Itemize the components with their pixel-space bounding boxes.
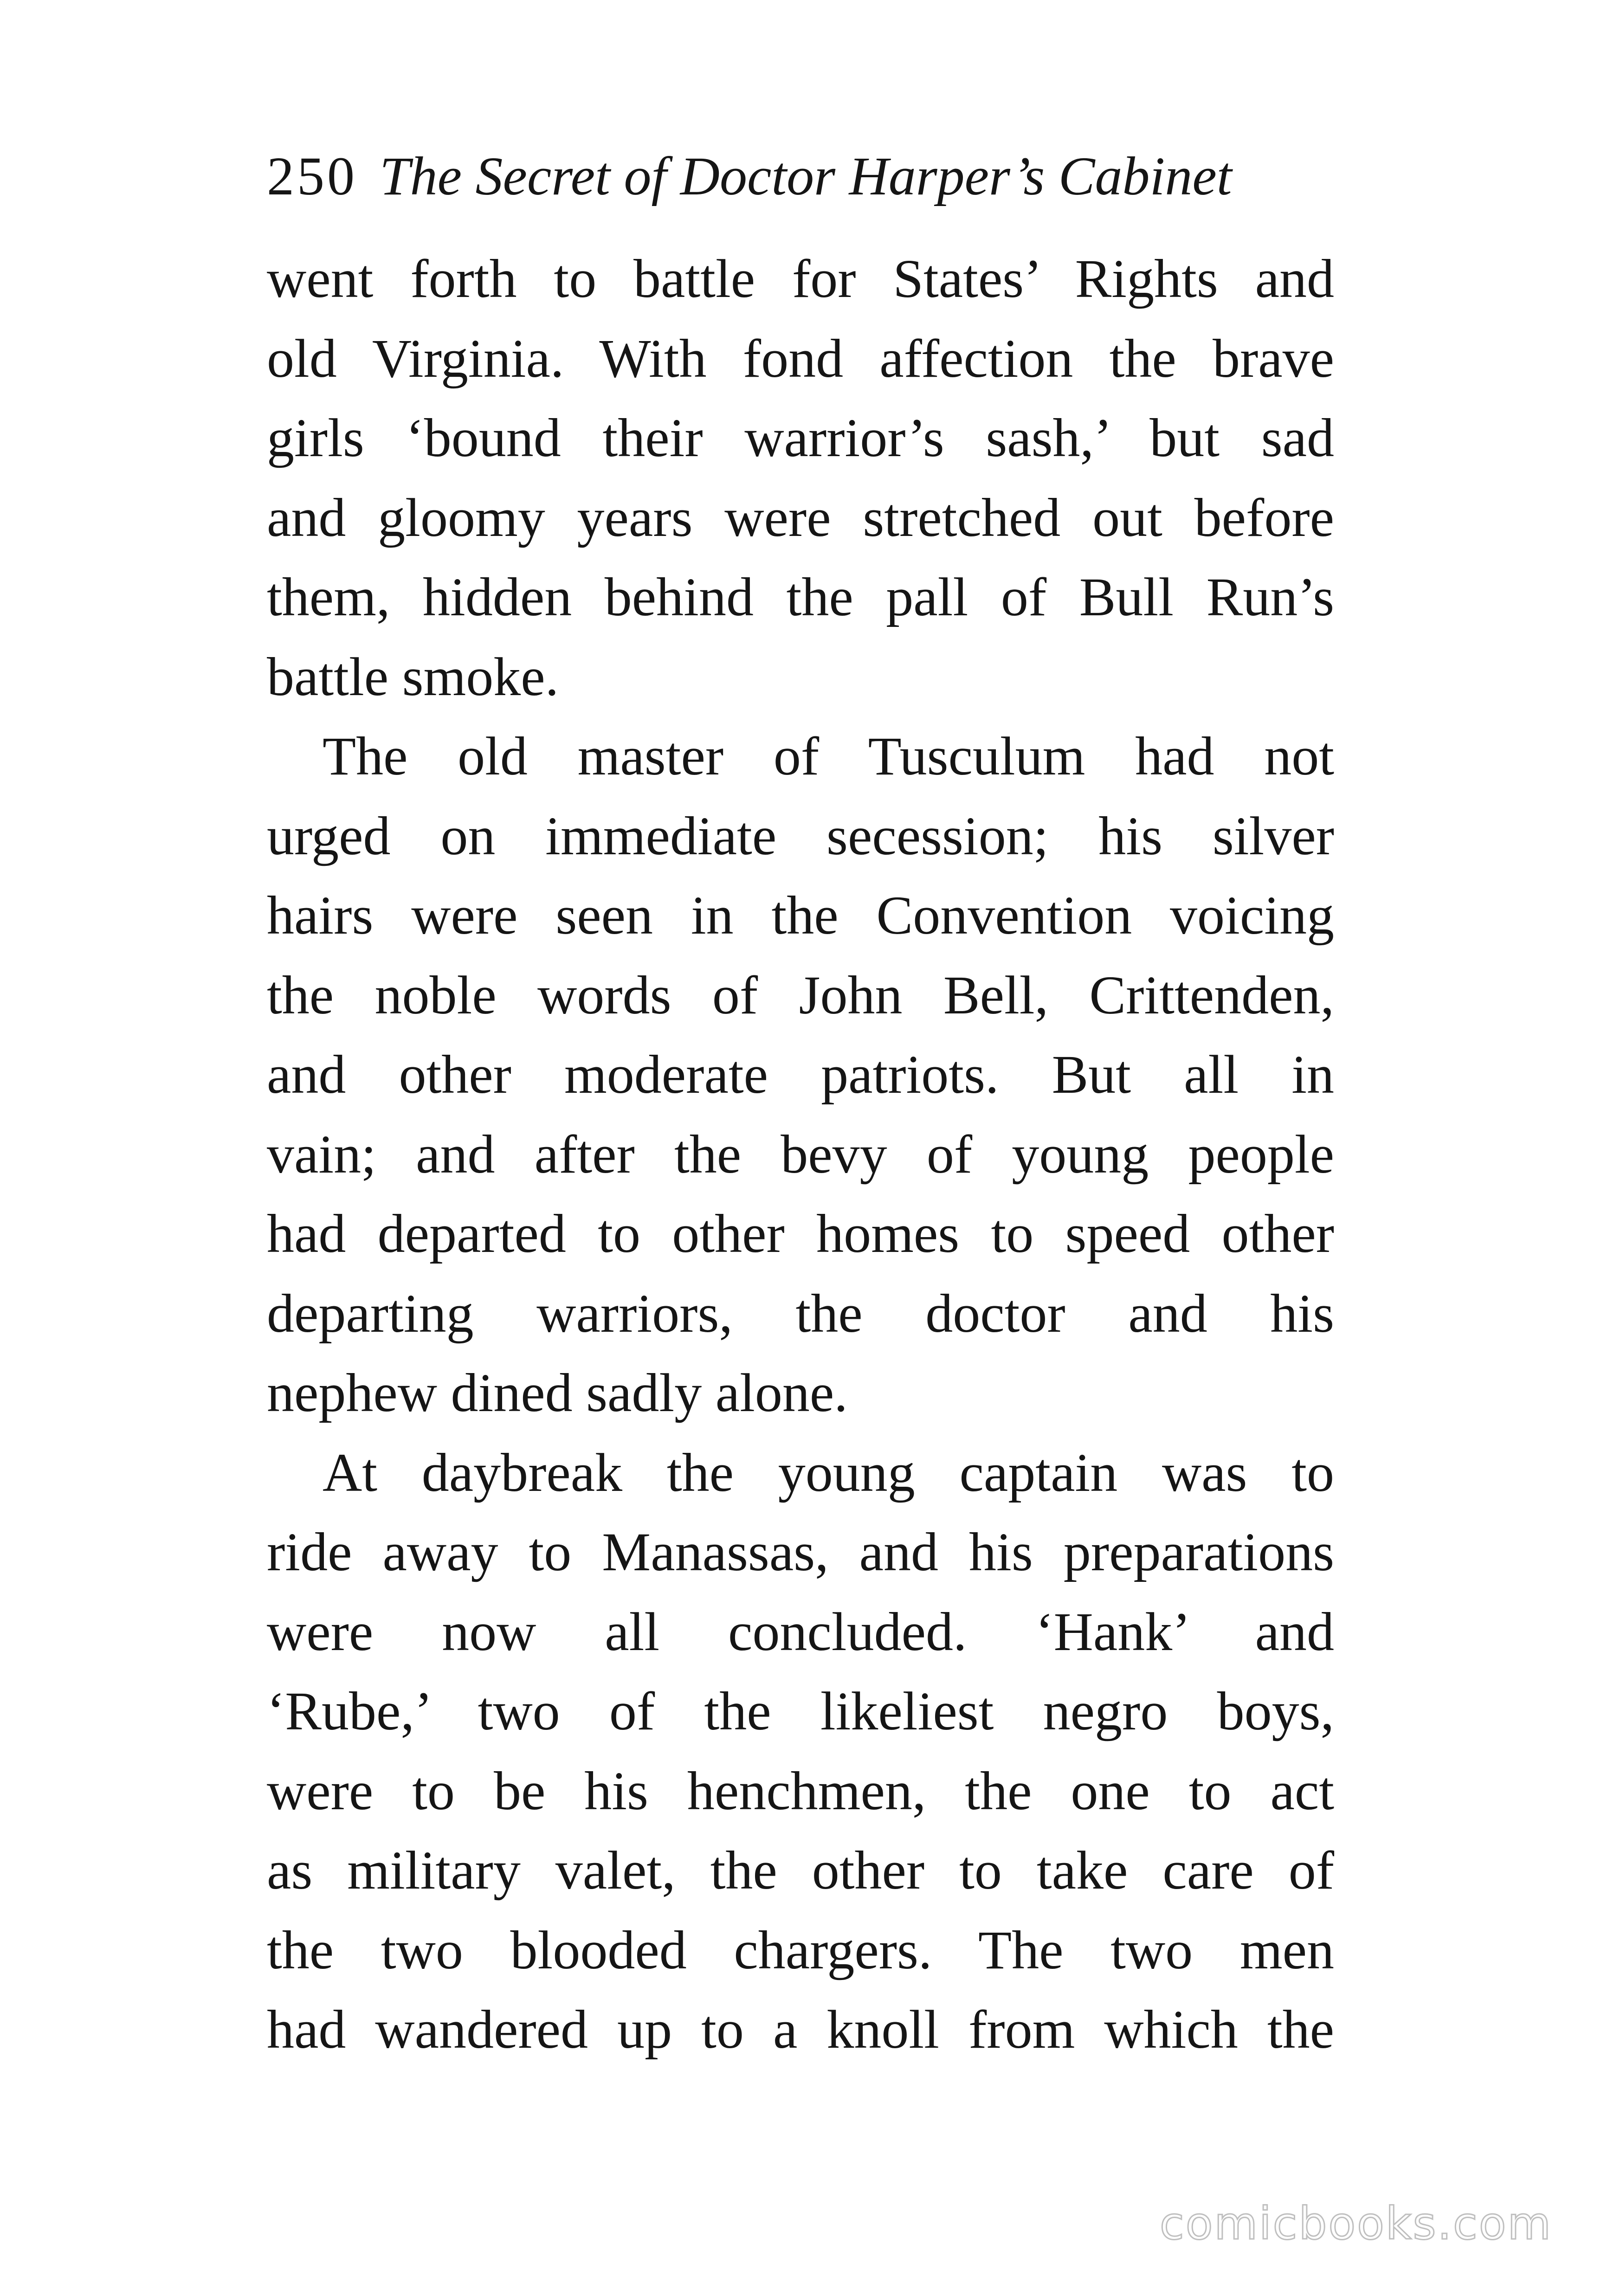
text-line: had departed to other homes to speed other <box>267 1203 1334 1264</box>
text-line: as military valet, the other to take care of <box>267 1840 1334 1901</box>
text-line: and gloomy years were stretched out before <box>267 487 1334 548</box>
text-line: girls ‘bound their warrior’s sash,’ but sad <box>267 407 1334 468</box>
text-line: them, hidden behind the pall of Bull Run’s <box>267 567 1334 627</box>
text-line: were now all concluded. ‘Hank’ and <box>267 1601 1334 1662</box>
body-text <box>267 239 1334 2070</box>
text-line: the two blooded chargers. The two men <box>267 1919 1334 1980</box>
text-line: had wandered up to a knoll from which the <box>267 1999 1334 2060</box>
running-head <box>267 139 1334 213</box>
text-line: were to be his henchmen, the one to act <box>267 1760 1334 1821</box>
text-line: nephew dined sadly alone. <box>267 1362 848 1423</box>
text-line: and other moderate patriots. But all in <box>267 1044 1334 1105</box>
text-line: hairs were seen in the Convention voicing <box>267 885 1334 946</box>
text-line: ride away to Manassas, and his preparations <box>267 1522 1334 1582</box>
text-line: ‘Rube,’ two of the likeliest negro boys, <box>267 1681 1334 1741</box>
text-line: went forth to battle for States’ Rights and <box>267 248 1334 309</box>
watermark: comicbooks.com <box>1159 2198 1552 2250</box>
text-line: old Virginia. With fond affection the brave <box>267 328 1334 389</box>
text-line: departing warriors, the doctor and his <box>267 1283 1334 1344</box>
running-title: The Secret of Doctor Harper’s Cabinet <box>380 146 1232 206</box>
text-line: vain; and after the bevy of young people <box>267 1123 1334 1185</box>
text-line: The old master of Tusculum had not <box>323 726 1334 787</box>
text-line: the noble words of John Bell, Crittenden, <box>267 964 1334 1025</box>
text-line: At daybreak the young captain was to <box>323 1442 1334 1503</box>
page-number: 250 <box>267 146 357 206</box>
text-line: battle smoke. <box>267 646 559 707</box>
text-line: urged on immediate secession; his silver <box>267 805 1334 866</box>
